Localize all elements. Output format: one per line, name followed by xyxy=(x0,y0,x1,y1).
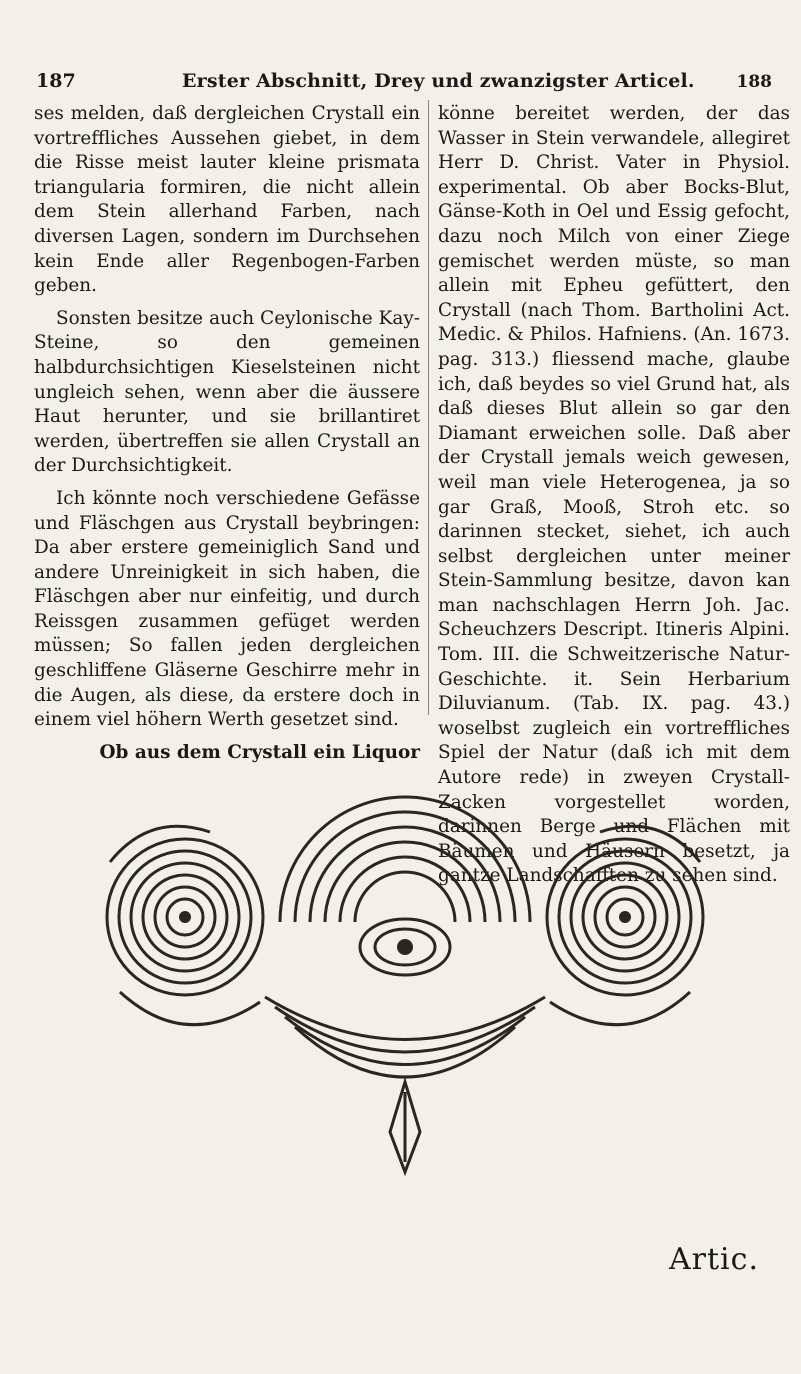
catchword: Artic. xyxy=(669,1242,759,1277)
running-header xyxy=(32,66,772,96)
paragraph: Sonsten besitze auch Ceylonische Kay-Steine, so den gemeinen halbdurchsichtigen Kieselsteinen nicht ungleich sehen, wenn aber die äussere Haut herunter, und sie brillantiret werden, übertreffen sie allen Crystall an der Durchsichtigkeit. xyxy=(34,307,420,477)
column-catch-line: Ob aus dem Crystall ein Liquor xyxy=(99,741,420,763)
paragraph: könne bereitet werden, der das Wasser in Stein verwandele, allegiret Herr D. Christ. Vater in Physiol. experimental. Ob aber Bocks-Blut, Gänse-Koth in Oel und Essig gefocht, dazu noch Milch von einer Ziege gemischet werden müste, so man allein mit Epheu gefüttert, den Crystall (nach Thom. Bartholini Act. Medic. & Philos. Hafniens. (An. 1673. pag. 313.) fliessend mache, glaube ich, daß beydes so viel Grund hat, als daß dieses Blut allein so gar den Diamant erweichen solle. Daß aber der Crystall jemals weich gewesen, weil man viele Heterogenea, ja so gar Graß, Mooß, Stroh etc. so darinnen stecket, siehet, ich auch selbst dergleichen unter meiner Stein-Sammlung besitze, davon kan man nachschlagen Herrn Joh. Jac. Scheuchzers Descript. Itineris Alpini. Tom. III. die Schweitzerische Natur-Geschichte. it. Sein Herbarium Diluvianum. (Tab. IX. pag. 43.) woselbst zugleich ein vortreffliches Spiel der Natur (daß ich mit dem Autore rede) in zweyen Crystall-Zacken vorgestellet worden, darinnen Berge und Flächen mit Bäumen und Häusern besetzt, ja gantze Landschafften zu sehen sind. xyxy=(438,103,790,887)
paragraph: Ich könnte noch verschiedene Gefässe und Fläschgen aus Crystall beybringen: Da aber erstere gemeiniglich Sand und andere Unreinigkeit in sich haben, die Fläschgen aber nur einfeitig, und durch Reissgen zusammen gefüget werden müssen; So fallen jeden dergleichen geschliffene Gläserne Geschirre mehr in die Augen, als diese, da erstere doch in einem viel höhern Werth gesetzet sind. xyxy=(34,487,420,731)
column-divider xyxy=(428,100,429,715)
left-column xyxy=(34,102,420,765)
page-number-left: 187 xyxy=(36,70,76,92)
paragraph: ses melden, daß dergleichen Crystall ein vortreffliches Aussehen giebet, in dem die Risse meist lauter kleine prismata triangularia formiren, die nicht allein dem Stein allerhand Farben, nach diversen Lagen, sondern im Durchsehen kein Ende aller Regenbogen-Farben geben. xyxy=(34,103,420,297)
woodcut-tailpiece-ornament-icon xyxy=(90,752,720,1182)
ornament-svg xyxy=(90,752,720,1182)
running-title: Erster Abschnitt, Drey und zwanzigster Articel. xyxy=(182,70,695,92)
page-number-right: 188 xyxy=(736,72,772,92)
